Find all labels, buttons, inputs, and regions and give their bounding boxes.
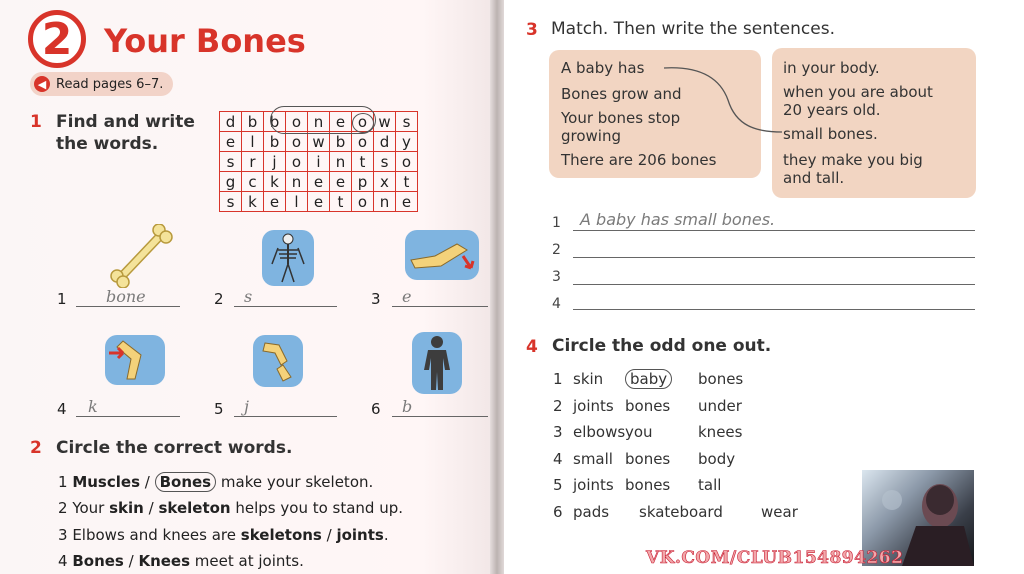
read-pages-badge <box>30 72 173 96</box>
odd-word[interactable]: body <box>698 450 736 468</box>
ex1-answer-num-2: 2 <box>214 290 224 308</box>
ex1-answer-line-5 <box>234 416 337 417</box>
word-search-row <box>220 172 418 192</box>
ex1-answer-1[interactable]: bone <box>106 287 146 306</box>
word-search-cell[interactable]: o <box>352 192 374 212</box>
ex2-sep-3: / <box>321 526 337 544</box>
odd-row-number: 2 <box>553 397 563 415</box>
odd-word[interactable]: knees <box>698 423 743 441</box>
word-search-cell[interactable]: b <box>264 112 286 132</box>
knee-icon <box>105 335 165 385</box>
match-left-4: There are 206 bones <box>561 151 717 169</box>
ex1-answer-num-1: 1 <box>57 290 67 308</box>
arrow-left-icon: ◀ <box>34 76 50 92</box>
knee-tile <box>105 335 165 385</box>
match-right-3: small bones. <box>783 125 878 143</box>
ex2-item-num-3: 3 <box>58 526 68 544</box>
ex1-answer-3[interactable]: e <box>402 287 412 306</box>
word-search-cell[interactable]: t <box>352 152 374 172</box>
odd-word[interactable]: small <box>573 450 613 468</box>
word-search-cell[interactable]: i <box>308 152 330 172</box>
ex2-rest-1: make your skeleton. <box>216 473 374 491</box>
ex2-option-a-1[interactable]: Muscles <box>72 473 140 491</box>
odd-word[interactable]: you <box>625 423 653 441</box>
odd-word[interactable]: joints <box>573 476 614 494</box>
ex1-answer-num-4: 4 <box>57 400 67 418</box>
odd-word[interactable]: joints <box>573 397 614 415</box>
odd-word[interactable]: tall <box>698 476 722 494</box>
ex2-item-4 <box>58 552 304 570</box>
odd-row-number: 6 <box>553 503 563 521</box>
ex3-line-2 <box>573 257 975 258</box>
word-search-row <box>220 132 418 152</box>
word-search-cell[interactable]: e <box>308 172 330 192</box>
elbow-tile <box>405 230 479 280</box>
ex2-rest-4: meet at joints. <box>190 552 304 570</box>
match-right-2a: when you are about <box>783 83 933 101</box>
ex1-answer-line-4 <box>76 416 180 417</box>
word-search-cell[interactable]: c <box>242 172 264 192</box>
ex2-option-b-4[interactable]: Knees <box>138 552 191 570</box>
skeleton-tile <box>262 230 314 286</box>
word-search-cell[interactable]: b <box>264 132 286 152</box>
ex2-number: 2 <box>30 438 42 458</box>
word-search-cell[interactable]: y <box>396 132 418 152</box>
ex2-pre-2: Your <box>72 499 110 517</box>
elbow-icon <box>405 230 479 280</box>
ex2-pre-3: Elbows and knees are <box>72 526 241 544</box>
word-search-cell[interactable]: k <box>242 192 264 212</box>
ex3-line-3 <box>573 284 975 285</box>
word-search-cell[interactable]: o <box>286 152 308 172</box>
word-search-row <box>220 152 418 172</box>
word-search-cell[interactable]: s <box>220 152 242 172</box>
word-search-cell[interactable]: n <box>286 172 308 192</box>
word-search-cell[interactable]: g <box>220 172 242 192</box>
word-search-cell[interactable]: o <box>396 152 418 172</box>
word-search-cell[interactable]: d <box>374 132 396 152</box>
ex1-answer-line-2 <box>234 306 337 307</box>
word-search-cell[interactable]: p <box>352 172 374 192</box>
ex2-option-a-4[interactable]: Bones <box>72 552 124 570</box>
word-search-cell[interactable]: t <box>396 172 418 192</box>
ex3-line-num-3: 3 <box>552 269 561 285</box>
word-search-cell[interactable]: e <box>330 172 352 192</box>
word-search-cell[interactable]: r <box>242 152 264 172</box>
ex3-title: Match. Then write the sentences. <box>551 19 835 39</box>
ex2-sep-4: / <box>123 552 139 570</box>
ex1-number: 1 <box>30 112 42 132</box>
ex1-answer-line-1 <box>76 306 180 307</box>
match-left-3a: Your bones stop <box>561 109 681 127</box>
joint-tile <box>253 335 303 387</box>
skeleton-icon <box>262 230 314 286</box>
ex1-answer-4[interactable]: k <box>88 397 98 416</box>
match-right-4b: and tall. <box>783 169 845 187</box>
match-left-3b: growing <box>561 127 621 145</box>
odd-word[interactable]: pads <box>573 503 610 521</box>
ex3-answer-1[interactable]: A baby has small bones. <box>580 210 776 229</box>
word-search-cell[interactable]: o <box>352 132 374 152</box>
unit-title: Your Bones <box>104 22 306 60</box>
word-search-cell[interactable]: e <box>220 132 242 152</box>
body-icon <box>412 332 462 394</box>
ex2-option-a-3[interactable]: skeletons <box>240 526 322 544</box>
ex1-answer-6[interactable]: b <box>402 397 413 416</box>
match-right-4a: they make you big <box>783 151 923 169</box>
word-search-cell[interactable]: x <box>374 172 396 192</box>
match-right-2b: 20 years old. <box>783 101 881 119</box>
odd-row-number: 1 <box>553 370 563 388</box>
body-tile <box>412 332 462 394</box>
ex4-number: 4 <box>526 337 538 357</box>
word-search-cell[interactable]: s <box>374 152 396 172</box>
odd-row-number: 3 <box>553 423 563 441</box>
ex2-sep-1: / <box>140 473 155 491</box>
odd-word[interactable]: bones <box>625 476 671 494</box>
odd-word[interactable]: skateboard <box>639 503 723 521</box>
odd-word[interactable]: bones <box>698 370 744 388</box>
word-search-cell[interactable]: e <box>330 112 352 132</box>
word-search-cell[interactable]: b <box>242 112 264 132</box>
bone-icon <box>108 224 174 288</box>
match-left-1: A baby has <box>561 59 645 77</box>
match-left-2: Bones grow and <box>561 85 682 103</box>
odd-row-number: 5 <box>553 476 563 494</box>
word-search-cell[interactable]: s <box>220 192 242 212</box>
watermark-text: VK.COM/CLUB154894262 <box>646 548 904 568</box>
joint-icon <box>253 335 303 387</box>
ex2-rest-3: . <box>383 526 389 544</box>
ex1-answer-5[interactable]: j <box>244 397 249 416</box>
word-search-cell[interactable]: s <box>396 112 418 132</box>
unit-number-badge <box>28 10 86 68</box>
ex2-option-a-2[interactable]: skin <box>109 499 144 517</box>
ex1-answer-line-6 <box>392 416 488 417</box>
ex3-line-4 <box>573 309 975 310</box>
read-pages-text: Read pages 6–7. <box>56 76 164 92</box>
ex3-line-num-4: 4 <box>552 296 561 312</box>
ex2-option-b-2[interactable]: skeleton <box>158 499 231 517</box>
ex2-item-1 <box>58 472 373 492</box>
word-search-cell[interactable]: k <box>264 172 286 192</box>
word-search-cell[interactable]: w <box>374 112 396 132</box>
ex1-answer-num-6: 6 <box>371 400 381 418</box>
word-search-cell[interactable]: n <box>330 152 352 172</box>
odd-word[interactable]: wear <box>761 503 798 521</box>
word-search-cell[interactable]: b <box>330 132 352 152</box>
ex2-item-num-1: 1 <box>58 473 68 491</box>
odd-word-circled[interactable]: baby <box>625 369 672 389</box>
ex2-title: Circle the correct words. <box>56 438 293 458</box>
ex2-item-num-4: 4 <box>58 552 68 570</box>
odd-word[interactable]: bones <box>625 397 671 415</box>
word-search-cell[interactable]: d <box>220 112 242 132</box>
word-search-cell[interactable]: o <box>286 112 308 132</box>
ex4-title: Circle the odd one out. <box>552 336 772 356</box>
ex3-line-1 <box>573 230 975 231</box>
word-search-cell[interactable]: l <box>242 132 264 152</box>
word-search-cell[interactable]: e <box>396 192 418 212</box>
match-connector-line <box>660 60 785 140</box>
ex2-item-2 <box>58 499 403 517</box>
word-search-row <box>220 192 418 212</box>
ex2-item-num-2: 2 <box>58 499 68 517</box>
word-search-cell[interactable]: o <box>352 112 374 132</box>
word-search-circle-letter <box>352 113 374 133</box>
word-search-cell[interactable]: j <box>264 152 286 172</box>
ex1-answer-num-5: 5 <box>214 400 224 418</box>
odd-row-number: 4 <box>553 450 563 468</box>
ex3-line-num-2: 2 <box>552 242 561 258</box>
ex2-option-b-1-circled[interactable]: Bones <box>155 472 217 492</box>
ex1-answer-num-3: 3 <box>371 290 381 308</box>
ex2-item-3 <box>58 526 389 544</box>
odd-word[interactable]: under <box>698 397 742 415</box>
odd-word[interactable]: skin <box>573 370 604 388</box>
word-search-cell[interactable]: w <box>308 132 330 152</box>
ex2-option-b-3[interactable]: joints <box>336 526 384 544</box>
ex1-title-line1: Find and write <box>56 112 195 132</box>
word-search-cell[interactable]: e <box>264 192 286 212</box>
ex3-line-num-1: 1 <box>552 215 561 231</box>
odd-word[interactable]: bones <box>625 450 671 468</box>
ex2-sep-2: / <box>143 499 159 517</box>
word-search-cell[interactable]: n <box>374 192 396 212</box>
word-search-cell[interactable]: l <box>286 192 308 212</box>
ex1-answer-line-3 <box>392 306 488 307</box>
ex1-answer-2[interactable]: s <box>244 287 253 306</box>
word-search-cell[interactable]: n <box>308 112 330 132</box>
ex1-title-line2: the words. <box>56 134 159 154</box>
word-search-cell[interactable]: o <box>286 132 308 152</box>
odd-word[interactable]: elbows <box>573 423 626 441</box>
match-right-1: in your body. <box>783 59 880 77</box>
word-search-cell[interactable]: e <box>308 192 330 212</box>
unit-number: 2 <box>41 13 73 65</box>
ex2-rest-2: helps you to stand up. <box>230 499 404 517</box>
left-page <box>0 0 497 574</box>
ex3-number: 3 <box>526 20 538 40</box>
word-search-cell[interactable]: t <box>330 192 352 212</box>
